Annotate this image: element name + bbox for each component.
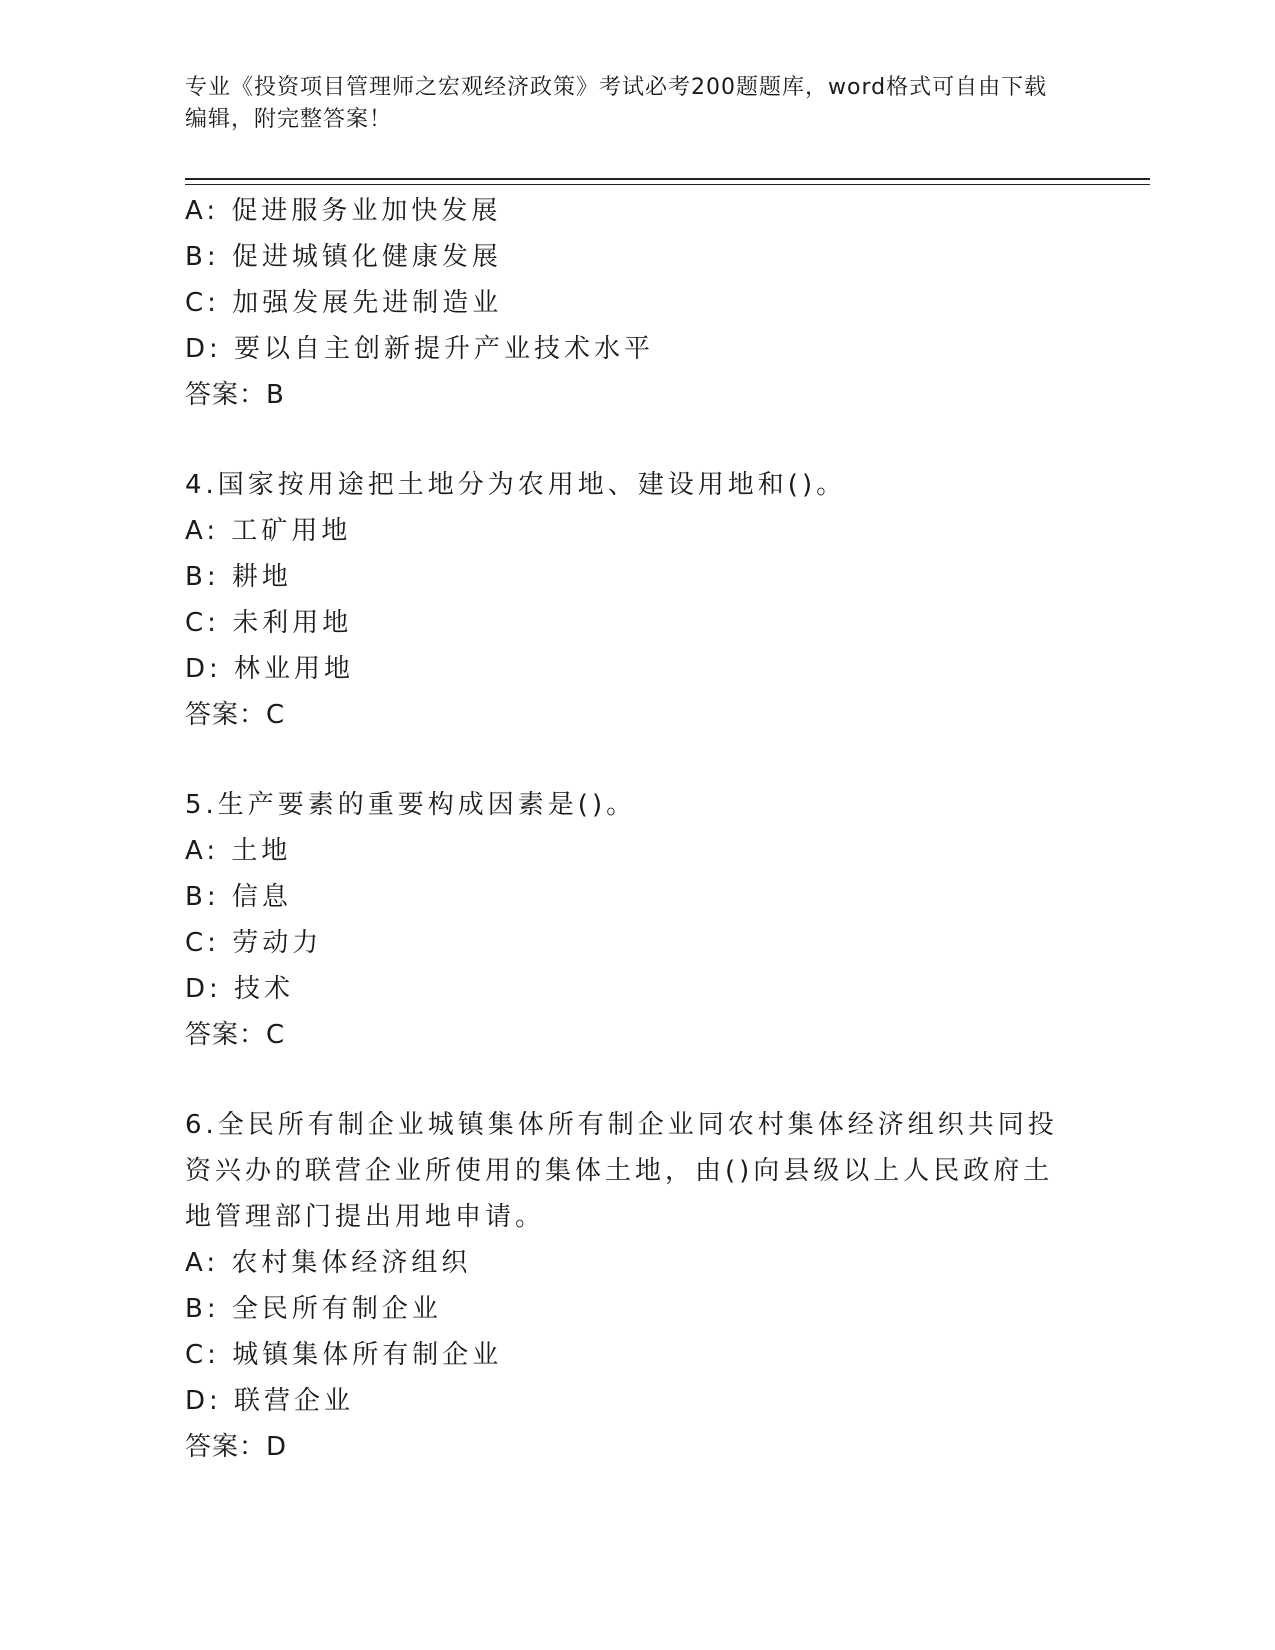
document-header: 专业《投资项目管理师之宏观经济政策》考试必考200题题库，word格式可自由下载编辑，附完整答案！ xyxy=(185,75,1048,132)
question-6 xyxy=(185,1102,1085,1470)
option-b: B: 耕地 xyxy=(185,562,292,592)
option-d: D: 要以自主创新提升产业技术水平 xyxy=(185,334,655,364)
option-d: D: 林业用地 xyxy=(185,654,355,684)
question-stem: 5.生产要素的重要构成因素是()。 xyxy=(185,790,637,820)
option-d: D: 联营企业 xyxy=(185,1386,355,1416)
question-list xyxy=(185,188,1085,1470)
answer-line: 答案：D xyxy=(185,1432,288,1462)
option-a: A: 促进服务业加快发展 xyxy=(185,196,502,226)
question-stem: 6.全民所有制企业城镇集体所有制企业同农村集体经济组织共同投资兴办的联营企业所使用的集体土地，由()向县级以上人民政府土地管理部门提出用地申请。 xyxy=(185,1110,1058,1232)
option-a: A: 土地 xyxy=(185,836,292,866)
question-stem: 4.国家按用途把土地分为农用地、建设用地和()。 xyxy=(185,470,847,500)
header-rule-thick xyxy=(185,178,1150,180)
option-a: A: 工矿用地 xyxy=(185,516,352,546)
option-c: C: 加强发展先进制造业 xyxy=(185,288,503,318)
option-b: B: 促进城镇化健康发展 xyxy=(185,242,502,272)
header-rule-thin xyxy=(185,184,1150,185)
option-c: C: 未利用地 xyxy=(185,608,353,638)
answer-line: 答案：C xyxy=(185,700,286,730)
question-4 xyxy=(185,462,1085,738)
option-c: C: 城镇集体所有制企业 xyxy=(185,1340,503,1370)
answer-line: 答案：C xyxy=(185,1020,286,1050)
answer-line: 答案：B xyxy=(185,380,285,410)
question-3-tail xyxy=(185,188,1085,418)
option-a: A: 农村集体经济组织 xyxy=(185,1248,472,1278)
option-c: C: 劳动力 xyxy=(185,928,323,958)
option-d: D: 技术 xyxy=(185,974,295,1004)
option-b: B: 全民所有制企业 xyxy=(185,1294,442,1324)
question-5 xyxy=(185,782,1085,1058)
option-b: B: 信息 xyxy=(185,882,292,912)
